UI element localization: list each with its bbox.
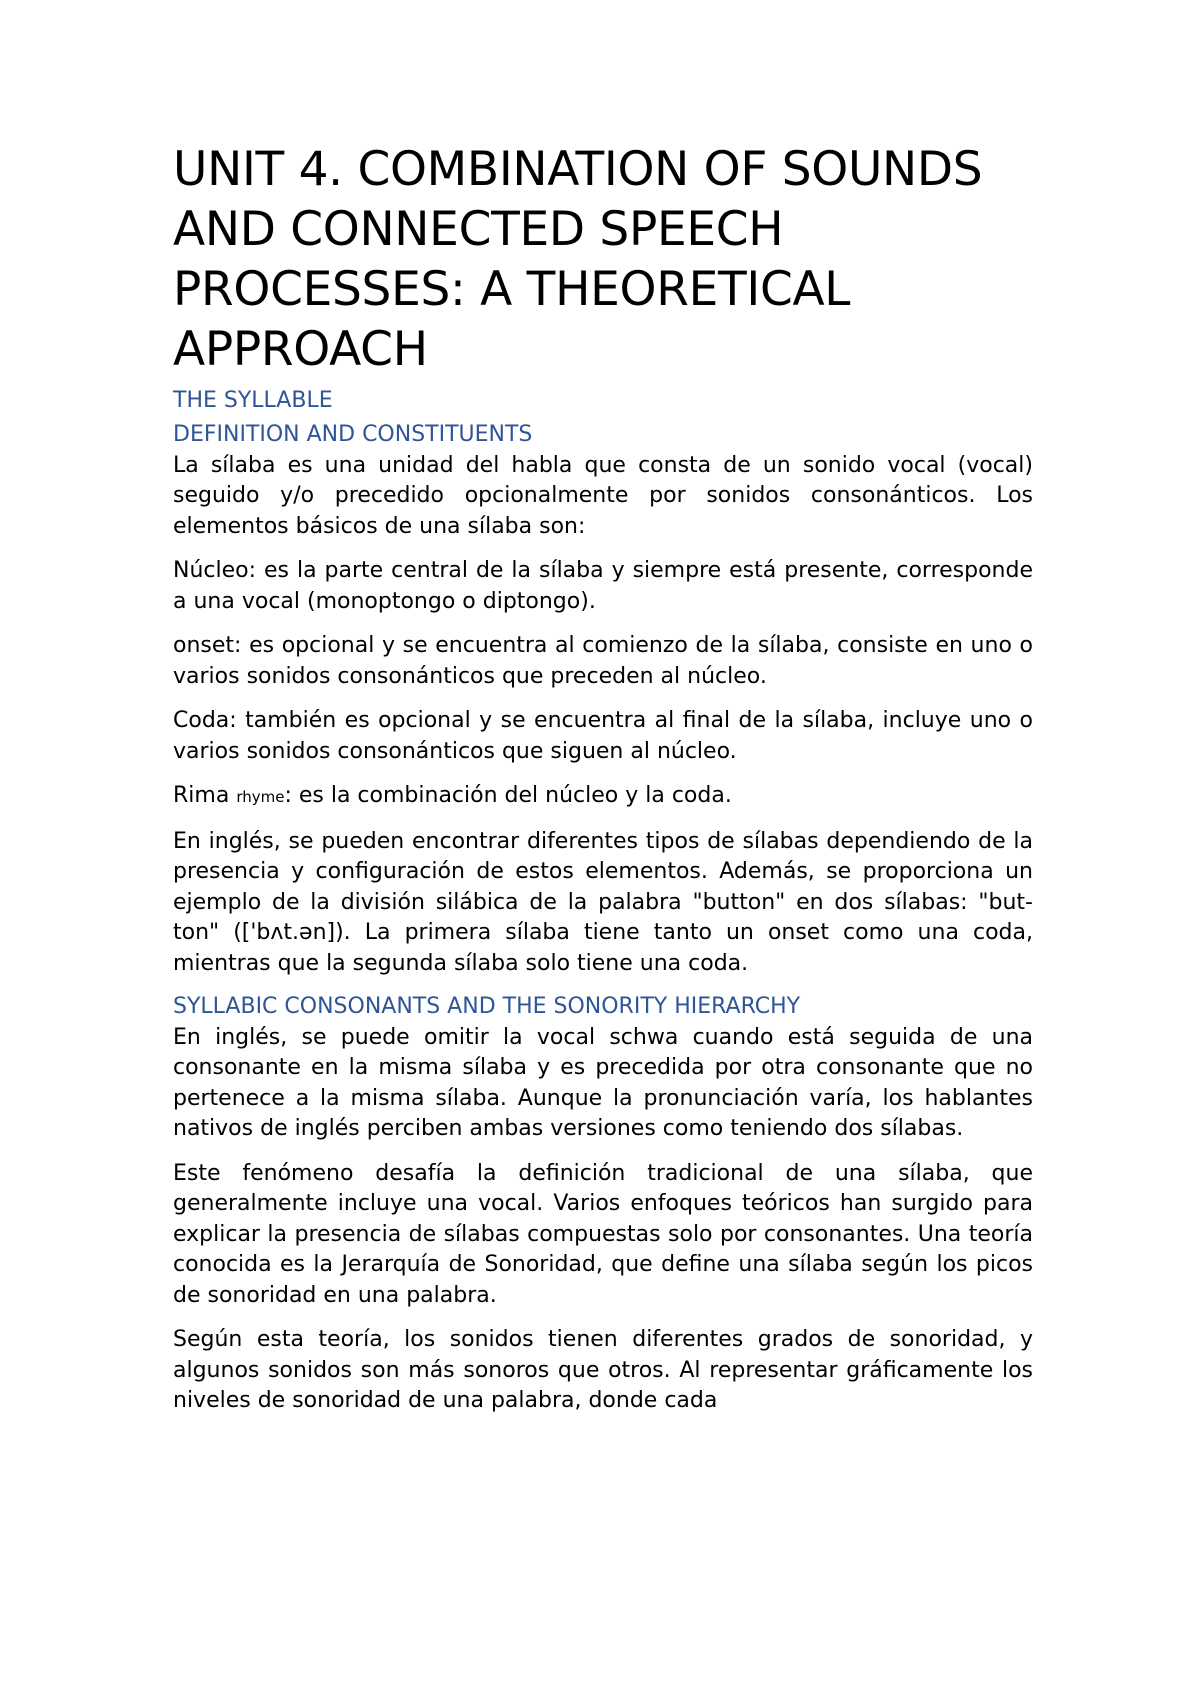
paragraph-onset: onset: es opcional y se encuentra al comienzo de la sílaba, consiste en uno o varios sonidos consonánticos que preceden al núcleo.: [173, 633, 1033, 689]
document-title: UNIT 4. COMBINATION OF SOUNDS AND CONNECTED SPEECH PROCESSES: A THEORETICAL APPROACH: [173, 142, 983, 378]
document-page: [173, 140, 1033, 1431]
subheading-definition: DEFINITION AND CONSTITUENTS: [173, 422, 533, 448]
paragraph-coda: Coda: también es opcional y se encuentra al final de la sílaba, incluye uno o varios sonidos consonánticos que siguen al núcleo.: [173, 708, 1033, 764]
rhyme-term: Rima: [173, 783, 237, 809]
rhyme-definition: : es la combinación del núcleo y la coda.: [284, 783, 732, 809]
paragraph-rhyme: [173, 781, 1033, 813]
section-heading-syllable: THE SYLLABLE: [173, 387, 333, 413]
subheading-syllabic-consonants: SYLLABIC CONSONANTS AND THE SONORITY HIERARCHY: [173, 994, 801, 1020]
paragraph-schwa: En inglés, se puede omitir la vocal schwa cuando está seguida de una consonante en la misma sílaba y es precedida por otra consonante que no pertenece a la misma sílaba. Aunque la pronunciación varía, los hablantes nativos de inglés perciben ambas versiones como teniendo dos sílabas.: [173, 1024, 1033, 1142]
paragraph-intro: La sílaba es una unidad del habla que consta de un sonido vocal (vocal) seguido y/o precedido opcionalmente por sonidos consonánticos. Los elementos básicos de una sílaba son:: [173, 452, 1033, 539]
page-bottom-margin: [0, 1545, 1200, 1698]
paragraph-phenomenon: Este fenómeno desafía la definición tradicional de una sílaba, que generalmente incluye una vocal. Varios enfoques teóricos han surgido para explicar la presencia de sílabas compuestas solo por consonantes. Una teoría conocida es la Jerarquía de Sonoridad, que define una sílaba según los picos de sonoridad en una palabra.: [173, 1160, 1033, 1308]
paragraph-english-syllables: En inglés, se pueden encontrar diferentes tipos de sílabas dependiendo de la presencia y configuración de estos elementos. Además, se proporciona un ejemplo de la división silábica de la palabra "button" en dos sílabas: "but-ton" (['bʌt.ən]). La primera sílaba tiene tanto un onset como una coda, mientras que la segunda sílaba solo tiene una coda.: [173, 828, 1033, 976]
paragraph-nucleus: Núcleo: es la parte central de la sílaba y siempre está presente, corresponde a una vocal (monoptongo o diptongo).: [173, 558, 1033, 614]
paragraph-sonority-theory: Según esta teoría, los sonidos tienen diferentes grados de sonoridad, y algunos sonidos son más sonoros que otros. Al representar gráficamente los niveles de sonoridad de una palabra, donde cada: [173, 1327, 1033, 1414]
rhyme-small-note: rhyme: [236, 788, 285, 807]
